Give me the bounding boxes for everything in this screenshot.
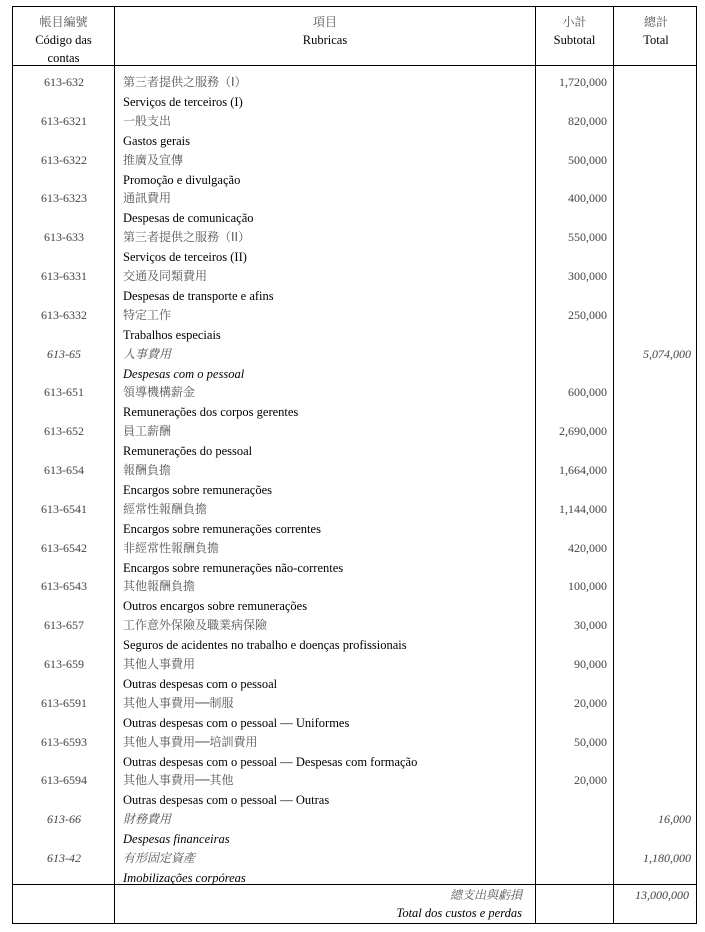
- table-row: [13, 383, 698, 422]
- account-code: 613-6543: [41, 579, 87, 594]
- rubric-pt: Despesas de comunicação: [123, 211, 254, 226]
- rubric-zh: 人事費用: [123, 346, 172, 361]
- header-subtotal-pt: Subtotal: [553, 33, 596, 47]
- rubric-zh: 有形固定資產: [123, 851, 196, 865]
- account-code: 613-657: [44, 618, 84, 633]
- rubric-pt: Remunerações do pessoal: [123, 444, 253, 459]
- table-row: [13, 189, 698, 228]
- subtotal-value: 600,000: [568, 385, 607, 400]
- table-row: [13, 577, 698, 616]
- rubric-pt: Serviços de terceiros (I): [123, 95, 243, 109]
- header-divider: [13, 65, 696, 66]
- rubric-pt: Encargos sobre remunerações não-correntes: [123, 560, 344, 575]
- rubric-pt: Despesas financeiras: [123, 832, 230, 847]
- header-total-pt: Total: [643, 33, 669, 47]
- table-row: [13, 810, 698, 849]
- account-code: 613-6323: [41, 191, 87, 206]
- header-subtotal-zh: 小計: [562, 15, 587, 29]
- rubric-zh: 員工薪酬: [123, 424, 172, 439]
- table-row: [13, 694, 698, 733]
- rubric-pt: Seguros de acidentes no trabalho e doenças profissionais: [123, 638, 407, 653]
- rubric-pt: Promoção e divulgação: [123, 172, 241, 187]
- rubric-zh: 財務費用: [123, 812, 172, 827]
- footer-total: 13,000,000: [635, 888, 689, 902]
- rubric-zh: 交通及同類費用: [123, 269, 208, 283]
- account-code: 613-652: [44, 424, 84, 439]
- rubric-pt: Remunerações dos corpos gerentes: [123, 405, 299, 420]
- total-value: 5,074,000: [643, 346, 691, 361]
- table-row: [13, 849, 698, 888]
- header-subtotal: [536, 13, 613, 49]
- rubric-zh: 第三者提供之服務（I）: [123, 75, 247, 89]
- subtotal-value: 1,144,000: [559, 501, 607, 516]
- rubric-zh: 其他人事費用──培訓費用: [123, 734, 258, 749]
- rubric-zh: 其他人事費用──其他: [123, 773, 234, 788]
- rubric-pt: Despesas de transporte e afins: [123, 289, 274, 303]
- subtotal-value: 2,690,000: [559, 424, 607, 439]
- rubric-pt: Outras despesas com o pessoal — Outras: [123, 793, 330, 808]
- table-row: [13, 461, 698, 500]
- rubric-zh: 經常性報酬負擔: [123, 501, 208, 516]
- header-code-zh: 帳目編號: [39, 15, 88, 29]
- table-row: [13, 616, 698, 655]
- table-row: [13, 73, 698, 112]
- rubric-pt: Trabalhos especiais: [123, 327, 221, 342]
- account-code: 613-6594: [41, 773, 87, 788]
- header-code-pt-2: contas: [47, 51, 80, 65]
- account-code: 613-659: [44, 657, 84, 671]
- subtotal-value: 250,000: [568, 307, 607, 322]
- account-code: 613-65: [47, 346, 81, 361]
- account-code: 613-6332: [41, 307, 87, 322]
- subtotal-value: 420,000: [568, 540, 607, 555]
- subtotal-value: 20,000: [574, 773, 607, 788]
- table-row: [13, 151, 698, 190]
- rubric-pt: Despesas com o pessoal: [123, 366, 245, 381]
- rubric-zh: 一般支出: [123, 113, 172, 128]
- accounts-table: [12, 6, 697, 924]
- total-value: 16,000: [658, 812, 691, 827]
- account-code: 613-6541: [41, 501, 87, 516]
- account-code: 613-654: [44, 463, 84, 477]
- subtotal-value: 300,000: [568, 269, 607, 283]
- subtotal-value: 90,000: [574, 657, 607, 671]
- table-row: [13, 345, 698, 384]
- rubric-pt: Imobilizações corpóreas: [123, 871, 246, 885]
- table-row: [13, 228, 698, 267]
- account-code: 613-6331: [41, 269, 87, 283]
- table-row: [13, 306, 698, 345]
- rubric-pt: Outras despesas com o pessoal — Uniformes: [123, 715, 350, 730]
- subtotal-value: 1,664,000: [559, 463, 607, 477]
- account-code: 613-66: [47, 812, 81, 827]
- footer-label-zh: 總支出與虧損: [449, 888, 522, 902]
- table-row: [13, 733, 698, 772]
- account-code: 613-6542: [41, 540, 87, 555]
- account-code: 613-6591: [41, 695, 87, 710]
- subtotal-value: 500,000: [568, 152, 607, 167]
- subtotal-value: 20,000: [574, 695, 607, 710]
- account-code: 613-6593: [41, 734, 87, 749]
- table-row: [13, 771, 698, 810]
- table-row: [13, 112, 698, 151]
- table-row: [13, 500, 698, 539]
- rubric-zh: 特定工作: [123, 307, 172, 322]
- rubric-zh: 其他人事費用: [123, 657, 196, 671]
- rubric-zh: 非經常性報酬負擔: [123, 540, 220, 555]
- rubric-zh: 工作意外保險及職業病保險: [123, 618, 268, 633]
- header-total-zh: 總計: [643, 15, 668, 29]
- account-code: 613-651: [44, 385, 84, 400]
- subtotal-value: 30,000: [574, 618, 607, 633]
- subtotal-value: 550,000: [568, 230, 607, 245]
- header-code: [13, 13, 114, 67]
- subtotal-value: 820,000: [568, 113, 607, 128]
- account-code: 613-632: [44, 75, 84, 89]
- header-rubric-pt: Rubricas: [302, 33, 348, 47]
- rubric-pt: Serviços de terceiros (II): [123, 250, 247, 265]
- header-rubric-zh: 項目: [312, 15, 337, 29]
- rubric-zh: 其他報酬負擔: [123, 579, 196, 594]
- rubric-zh: 領導機構薪金: [123, 385, 196, 400]
- account-code: 613-6322: [41, 152, 87, 167]
- rubric-pt: Encargos sobre remunerações correntes: [123, 521, 321, 536]
- header-rubric: [115, 13, 535, 49]
- table-row: [13, 267, 698, 306]
- rubric-pt: Outras despesas com o pessoal: [123, 677, 278, 691]
- subtotal-value: 1,720,000: [559, 75, 607, 89]
- rubric-pt: Gastos gerais: [123, 133, 190, 148]
- rubric-pt: Encargos sobre remunerações: [123, 483, 273, 497]
- footer-label-pt: Total dos custos e perdas: [396, 906, 522, 920]
- table-row: [13, 655, 698, 694]
- rubric-zh: 推廣及宣傳: [123, 152, 184, 167]
- subtotal-value: 100,000: [568, 579, 607, 594]
- table-row: [13, 422, 698, 461]
- rubric-zh: 通訊費用: [123, 191, 172, 206]
- rubric-zh: 報酬負擔: [123, 463, 172, 477]
- rubric-zh: 第三者提供之服務（II）: [123, 230, 251, 245]
- subtotal-value: 50,000: [574, 734, 607, 749]
- account-code: 613-633: [44, 230, 84, 245]
- header-total: [614, 13, 698, 49]
- account-code: 613-6321: [41, 113, 87, 128]
- rubric-pt: Outros encargos sobre remunerações: [123, 599, 308, 614]
- total-value: 1,180,000: [643, 851, 691, 865]
- rubric-pt: Outras despesas com o pessoal — Despesas com formação: [123, 754, 418, 769]
- header-code-pt-1: Código das: [35, 33, 92, 47]
- rubric-zh: 其他人事費用──制服: [123, 695, 234, 710]
- account-code: 613-42: [47, 851, 81, 865]
- subtotal-value: 400,000: [568, 191, 607, 206]
- table-row: [13, 539, 698, 578]
